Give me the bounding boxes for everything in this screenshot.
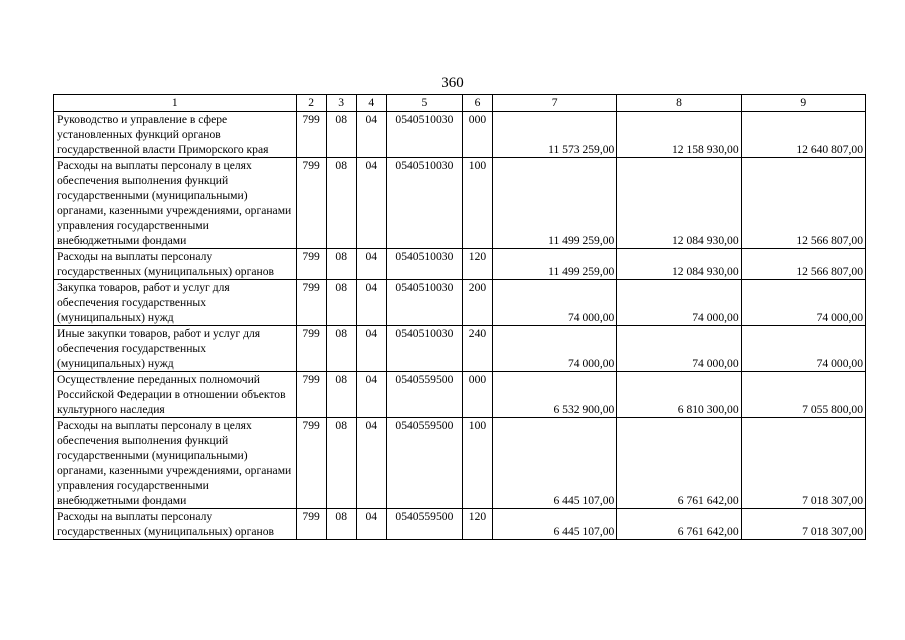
row-name: Расходы на выплаты персоналу в целях обеспечения выполнения функций государственными (муниципальными) органами, казенными учреждениями, органами управления государственными внебюджетными фондами xyxy=(54,418,297,509)
section-code: 08 xyxy=(326,372,356,418)
row-name: Расходы на выплаты персоналу государственных (муниципальных) органов xyxy=(54,509,297,540)
budget-table xyxy=(53,94,866,540)
ministry-code: 799 xyxy=(296,372,326,418)
amount-col9: 74 000,00 xyxy=(741,326,865,372)
ministry-code: 799 xyxy=(296,418,326,509)
subsection-code: 04 xyxy=(356,418,386,509)
subsection-code: 04 xyxy=(356,112,386,158)
amount-col7: 74 000,00 xyxy=(493,280,617,326)
amount-col9: 7 055 800,00 xyxy=(741,372,865,418)
amount-col8: 74 000,00 xyxy=(617,280,741,326)
amount-col7: 11 499 259,00 xyxy=(493,158,617,249)
amount-col9: 12 640 807,00 xyxy=(741,112,865,158)
row-name: Закупка товаров, работ и услуг для обеспечения государственных (муниципальных) нужд xyxy=(54,280,297,326)
target-article-code: 0540510030 xyxy=(386,112,462,158)
subsection-code: 04 xyxy=(356,280,386,326)
ministry-code: 799 xyxy=(296,249,326,280)
row-name: Осуществление переданных полномочий Российской Федерации в отношении объектов культурного наследия xyxy=(54,372,297,418)
column-header: 6 xyxy=(462,95,492,112)
column-header: 1 xyxy=(54,95,297,112)
amount-col7: 6 445 107,00 xyxy=(493,509,617,540)
subsection-code: 04 xyxy=(356,158,386,249)
target-article-code: 0540510030 xyxy=(386,280,462,326)
amount-col7: 6 532 900,00 xyxy=(493,372,617,418)
target-article-code: 0540510030 xyxy=(386,326,462,372)
subsection-code: 04 xyxy=(356,509,386,540)
table-row xyxy=(54,418,866,509)
table-row xyxy=(54,280,866,326)
expense-type-code: 200 xyxy=(462,280,492,326)
ministry-code: 799 xyxy=(296,326,326,372)
expense-type-code: 240 xyxy=(462,326,492,372)
subsection-code: 04 xyxy=(356,249,386,280)
table-row xyxy=(54,372,866,418)
amount-col7: 74 000,00 xyxy=(493,326,617,372)
amount-col9: 12 566 807,00 xyxy=(741,158,865,249)
target-article-code: 0540559500 xyxy=(386,372,462,418)
section-code: 08 xyxy=(326,280,356,326)
target-article-code: 0540559500 xyxy=(386,509,462,540)
header-row xyxy=(54,95,866,112)
amount-col8: 6 810 300,00 xyxy=(617,372,741,418)
ministry-code: 799 xyxy=(296,158,326,249)
subsection-code: 04 xyxy=(356,326,386,372)
section-code: 08 xyxy=(326,249,356,280)
table-row xyxy=(54,509,866,540)
column-header: 7 xyxy=(493,95,617,112)
target-article-code: 0540559500 xyxy=(386,418,462,509)
row-name: Расходы на выплаты персоналу в целях обеспечения выполнения функций государственными (муниципальными) органами, казенными учреждениями, органами управления государственными внебюджетными фондами xyxy=(54,158,297,249)
column-header: 5 xyxy=(386,95,462,112)
expense-type-code: 120 xyxy=(462,509,492,540)
table-row xyxy=(54,112,866,158)
ministry-code: 799 xyxy=(296,112,326,158)
table-row xyxy=(54,326,866,372)
expense-type-code: 100 xyxy=(462,158,492,249)
amount-col9: 74 000,00 xyxy=(741,280,865,326)
ministry-code: 799 xyxy=(296,509,326,540)
section-code: 08 xyxy=(326,158,356,249)
column-header: 3 xyxy=(326,95,356,112)
amount-col9: 7 018 307,00 xyxy=(741,418,865,509)
section-code: 08 xyxy=(326,418,356,509)
column-header: 9 xyxy=(741,95,865,112)
column-header: 8 xyxy=(617,95,741,112)
amount-col7: 6 445 107,00 xyxy=(493,418,617,509)
expense-type-code: 120 xyxy=(462,249,492,280)
amount-col8: 12 084 930,00 xyxy=(617,158,741,249)
ministry-code: 799 xyxy=(296,280,326,326)
target-article-code: 0540510030 xyxy=(386,249,462,280)
table-row xyxy=(54,249,866,280)
section-code: 08 xyxy=(326,326,356,372)
amount-col8: 6 761 642,00 xyxy=(617,509,741,540)
target-article-code: 0540510030 xyxy=(386,158,462,249)
subsection-code: 04 xyxy=(356,372,386,418)
row-name: Расходы на выплаты персоналу государственных (муниципальных) органов xyxy=(54,249,297,280)
row-name: Руководство и управление в сфере установленных функций органов государственной власти Приморского края xyxy=(54,112,297,158)
page-number: 360 xyxy=(441,75,464,91)
column-header: 4 xyxy=(356,95,386,112)
section-code: 08 xyxy=(326,509,356,540)
amount-col9: 7 018 307,00 xyxy=(741,509,865,540)
section-code: 08 xyxy=(326,112,356,158)
table-row xyxy=(54,158,866,249)
row-name: Иные закупки товаров, работ и услуг для обеспечения государственных (муниципальных) нужд xyxy=(54,326,297,372)
expense-type-code: 000 xyxy=(462,372,492,418)
amount-col8: 12 084 930,00 xyxy=(617,249,741,280)
column-header: 2 xyxy=(296,95,326,112)
amount-col7: 11 499 259,00 xyxy=(493,249,617,280)
amount-col8: 74 000,00 xyxy=(617,326,741,372)
amount-col9: 12 566 807,00 xyxy=(741,249,865,280)
amount-col8: 12 158 930,00 xyxy=(617,112,741,158)
expense-type-code: 000 xyxy=(462,112,492,158)
amount-col8: 6 761 642,00 xyxy=(617,418,741,509)
amount-col7: 11 573 259,00 xyxy=(493,112,617,158)
expense-type-code: 100 xyxy=(462,418,492,509)
